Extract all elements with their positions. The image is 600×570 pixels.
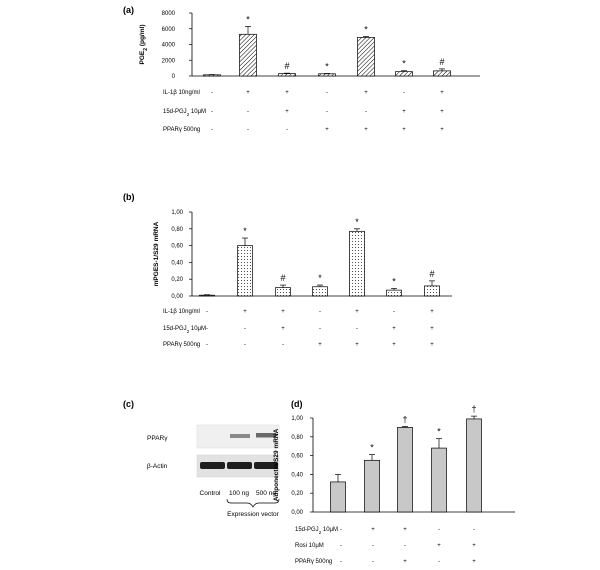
bar-d-3 (398, 427, 413, 512)
bar-b-4 (313, 287, 328, 296)
significance-mark-a-4: * (325, 61, 329, 72)
y-tick-label-a: 2000 (161, 58, 175, 65)
significance-mark-b-4: * (318, 273, 322, 284)
condition-sign-b: + (430, 309, 434, 315)
ppar-band-100ng (230, 434, 250, 438)
condition-sign-b: + (281, 326, 285, 332)
condition-sign-d: - (340, 527, 342, 533)
y-tick-label-b: 1,00 (171, 210, 183, 216)
condition-sign-a: - (247, 127, 249, 133)
condition-sign-b: - (319, 326, 321, 332)
condition-sign-a: + (285, 109, 289, 115)
condition-label-b-2 (163, 326, 206, 334)
y-tick-label-b: 0,20 (171, 277, 183, 284)
bar-a-1 (204, 75, 221, 76)
significance-mark-b-3: # (280, 273, 286, 284)
y-tick-label-d: 0,40 (291, 472, 303, 479)
condition-label-b-1 (163, 309, 200, 315)
significance-mark-d-2: * (370, 442, 374, 453)
bar-a-5 (358, 37, 375, 76)
actin-band-100ng (227, 462, 252, 469)
condition-label-b-1-part: IL-1β 10ng/ml (163, 309, 200, 315)
condition-sign-d: + (371, 527, 375, 533)
condition-sign-d: - (372, 543, 374, 549)
y-tick-label-b: 0,80 (171, 226, 183, 233)
condition-label-b-3-part: PPARγ 500ng (163, 342, 201, 348)
y-tick-label-b: 0,40 (171, 260, 183, 267)
condition-sign-a: - (365, 109, 367, 115)
panel-a-label: (a) (123, 5, 134, 15)
condition-label-a-2 (163, 109, 206, 117)
bar-d-2 (365, 460, 380, 512)
condition-sign-d: + (472, 559, 476, 565)
condition-sign-b: - (282, 342, 284, 348)
significance-mark-b-5: * (355, 216, 359, 227)
significance-mark-a-3: # (284, 61, 290, 72)
blot-row-label-actin: β-Actin (147, 463, 168, 470)
condition-sign-b: + (430, 342, 434, 348)
condition-sign-d: - (340, 559, 342, 565)
condition-sign-a: + (440, 90, 444, 96)
condition-sign-a: - (211, 127, 213, 133)
condition-sign-a: + (325, 127, 329, 133)
bar-b-2 (238, 246, 253, 296)
condition-label-a-2-part: 10μM (189, 109, 206, 115)
condition-sign-b: + (355, 309, 359, 315)
condition-sign-b: + (355, 342, 359, 348)
condition-label-d-2-part: Rosi 10μM (295, 543, 324, 549)
condition-sign-b: + (318, 342, 322, 348)
condition-sign-a: + (364, 127, 368, 133)
condition-sign-b: + (430, 326, 434, 332)
condition-label-a-1-part: IL-1β 10ng/ml (163, 90, 200, 96)
condition-label-d-3 (295, 559, 332, 565)
condition-label-d-1-part: 2 (318, 529, 322, 535)
condition-sign-a: + (364, 90, 368, 96)
condition-label-b-2-part: 2 (186, 328, 190, 334)
significance-mark-a-7: # (439, 56, 445, 67)
condition-label-a-1 (163, 90, 200, 96)
condition-sign-b: + (281, 309, 285, 315)
significance-mark-b-2: * (243, 226, 247, 237)
bar-b-5 (350, 231, 365, 296)
blot-row-label-ppar: PPARγ (147, 435, 168, 442)
y-axis-label-b: mPGES-1/S29 mRNA (153, 221, 160, 287)
condition-sign-b: - (206, 326, 208, 332)
y-tick-label-b: 0,00 (171, 294, 183, 300)
y-axis-label-part: 2 (143, 47, 149, 51)
condition-sign-a: - (247, 109, 249, 115)
condition-label-d-1-part: 15d-PGJ (295, 527, 319, 533)
condition-sign-a: - (211, 90, 213, 96)
lane-label-control: Control (199, 490, 221, 497)
bar-a-6 (396, 72, 413, 76)
y-axis-label-a (139, 25, 149, 65)
bar-b-7 (425, 286, 440, 296)
condition-sign-a: + (285, 90, 289, 96)
condition-sign-a: - (403, 90, 405, 96)
condition-sign-d: + (472, 543, 476, 549)
condition-sign-d: - (473, 527, 475, 533)
significance-mark-a-5: * (364, 24, 368, 35)
bar-a-7 (434, 71, 451, 76)
condition-sign-a: - (211, 109, 213, 115)
significance-mark-b-6: * (392, 276, 396, 287)
bar-d-1 (331, 482, 346, 512)
western-blot (147, 425, 280, 518)
significance-mark-d-4: * (437, 426, 441, 437)
condition-sign-b: - (393, 309, 395, 315)
y-tick-label-b: 0,60 (171, 243, 183, 250)
condition-sign-b: + (392, 326, 396, 332)
bar-b-3 (276, 288, 291, 296)
condition-label-d-3-part: PPARγ 500ng (295, 559, 333, 565)
bar-a-3 (279, 74, 296, 76)
condition-sign-b: - (206, 342, 208, 348)
condition-label-b-2-part: 10μM (189, 326, 206, 332)
condition-sign-b: - (244, 326, 246, 332)
condition-label-b-3 (163, 342, 200, 348)
bar-d-4 (432, 448, 447, 512)
y-tick-label-d: 1,00 (291, 416, 303, 422)
significance-mark-a-6: * (402, 58, 406, 69)
condition-sign-a: + (440, 127, 444, 133)
condition-sign-d: + (403, 527, 407, 533)
condition-sign-d: - (438, 527, 440, 533)
significance-mark-d-5: † (471, 404, 477, 415)
condition-sign-b: - (356, 326, 358, 332)
condition-label-a-2-part: 2 (186, 111, 190, 117)
condition-label-d-1 (295, 527, 338, 535)
bar-d-5 (467, 419, 482, 512)
condition-sign-b: - (319, 309, 321, 315)
condition-sign-a: + (402, 127, 406, 133)
significance-mark-a-2: * (246, 14, 250, 25)
condition-sign-a: + (246, 90, 250, 96)
condition-label-a-2-part: 15d-PGJ (163, 109, 187, 115)
y-tick-label-d: 0,20 (291, 491, 303, 498)
y-tick-label-a: 6000 (161, 26, 175, 33)
condition-sign-d: + (437, 543, 441, 549)
lane-label-500ng: 500 ng (256, 490, 276, 497)
condition-sign-d: - (372, 559, 374, 565)
panel-b-label: (b) (123, 192, 135, 202)
chart-panel-b (153, 210, 452, 348)
condition-label-a-3 (163, 127, 200, 133)
bar-b-1 (200, 295, 215, 296)
condition-sign-b: - (206, 309, 208, 315)
expression-vector-bracket (227, 499, 279, 507)
bar-a-2 (240, 34, 257, 76)
bar-a-4 (319, 74, 336, 76)
condition-sign-d: - (340, 543, 342, 549)
y-tick-label-a: 8000 (161, 11, 175, 17)
lane-label-100ng: 100 ng (229, 490, 249, 497)
condition-sign-b: - (244, 342, 246, 348)
y-tick-label-d: 0,60 (291, 453, 303, 460)
expression-vector-label: Expression vector (227, 511, 279, 518)
condition-sign-d: + (403, 559, 407, 565)
actin-band-control (200, 462, 225, 469)
significance-mark-b-7: # (429, 268, 435, 279)
chart-panel-d (273, 404, 515, 565)
significance-mark-d-3: † (402, 414, 408, 425)
condition-sign-a: - (326, 109, 328, 115)
y-tick-label-d: 0,00 (291, 510, 303, 516)
condition-sign-d: - (404, 543, 406, 549)
chart-panel-a (139, 11, 480, 133)
condition-label-a-3-part: PPARγ 500ng (163, 127, 201, 133)
condition-sign-a: + (402, 109, 406, 115)
condition-label-d-2 (295, 543, 324, 549)
condition-sign-a: - (286, 127, 288, 133)
condition-sign-a: + (440, 109, 444, 115)
y-tick-label-d: 0,80 (291, 434, 303, 441)
panel-c-label: (c) (123, 399, 134, 409)
y-tick-label-a: 0 (171, 74, 175, 80)
condition-label-b-2-part: 15d-PGJ (163, 326, 187, 332)
condition-sign-b: + (392, 342, 396, 348)
condition-sign-b: + (243, 309, 247, 315)
condition-sign-d: - (438, 559, 440, 565)
y-axis-label-d: Adiponectin/S29 mRNA (273, 428, 280, 502)
y-axis-label-part: PGE (139, 50, 146, 65)
panel-d-label: (d) (291, 399, 303, 409)
condition-label-d-1-part: 10μM (321, 527, 338, 533)
bar-b-6 (387, 290, 402, 296)
y-tick-label-a: 4000 (161, 42, 175, 49)
condition-sign-a: - (326, 90, 328, 96)
y-axis-label-part: (pg/ml) (139, 24, 146, 48)
